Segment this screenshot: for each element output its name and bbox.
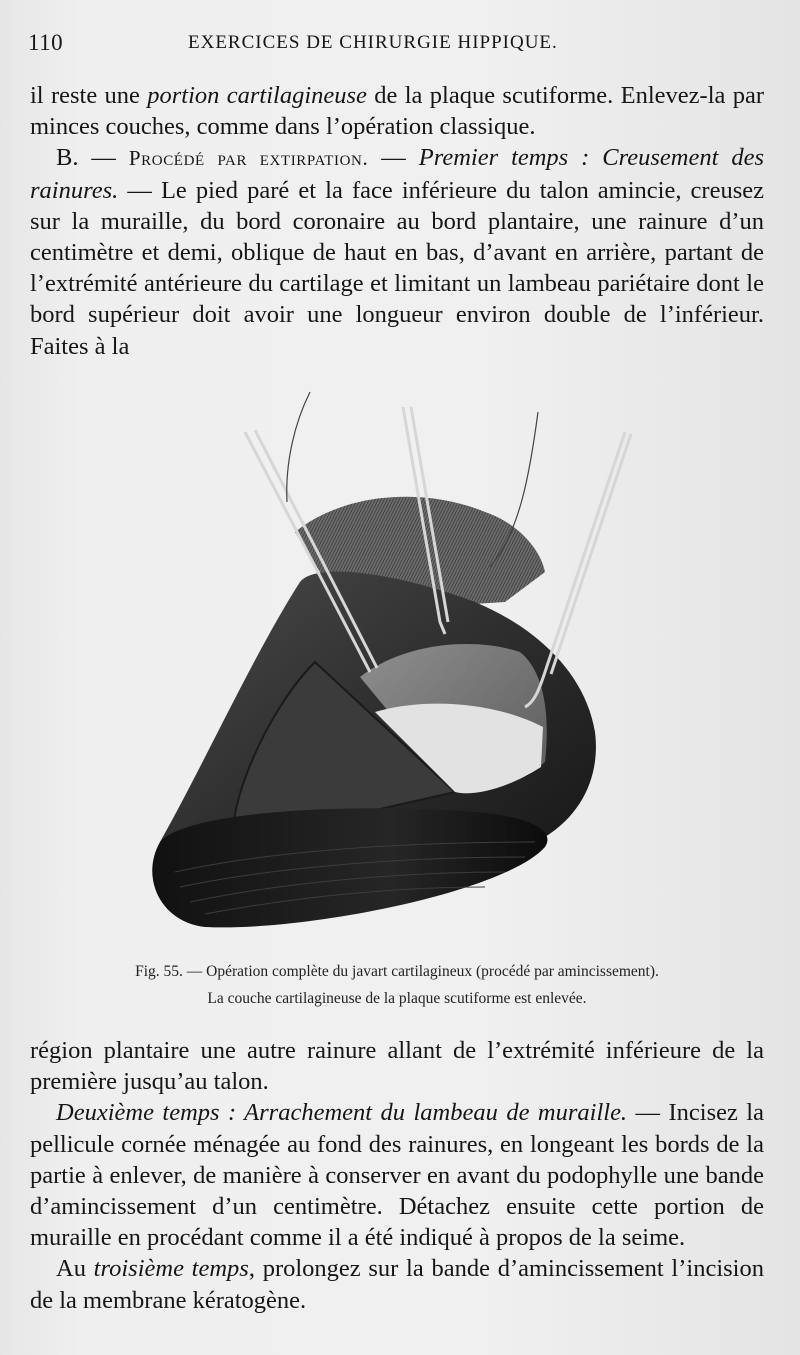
text-run: — Le pied paré et la face inférieure du talon amincie, creusez sur la muraille, du bord coronaire au bord plantaire, une rainure d’un centimètre et demi, oblique de haut en bas, d’avant en arrière, partant de l’extrémité antérieure du cartilage et limitant un lambeau pariétaire dont le bord supérieur doit avoir une longueur environ double de l’inférieur. Faites à la: [30, 176, 764, 360]
running-head: EXERCICES DE CHIRURGIE HIPPIQUE.: [188, 32, 558, 53]
page-number: 110: [28, 30, 64, 55]
caption-line-1: Fig. 55. — Opération complète du javart cartilagineux (procédé par amincissement).: [135, 963, 659, 980]
step-title: Deuxième temps : Arrachement du lambeau de muraille.: [56, 1099, 628, 1127]
step-title: Premier temps : Creusement des rainures.: [30, 144, 765, 204]
caption-line-2: La couche cartilagineuse de la plaque scutiforme est enlevée.: [207, 990, 587, 1007]
figure-caption: [30, 958, 764, 1012]
hoof-sole: [152, 808, 547, 927]
section-title: Procédé par extirpation.: [128, 146, 369, 171]
text-run: , prolongez sur la bande d’amincissement l’incision de la membrane kératogène.: [30, 1255, 764, 1314]
bottom-text: [30, 1035, 764, 1316]
paragraph-region-plantaire: région plantaire une autre rainure allant de l’extrémité inférieure de la première jusqu’au talon.: [30, 1037, 764, 1096]
paragraph-procede-extirpation: [30, 142, 764, 361]
hoof-illustration: [145, 372, 635, 952]
text-run: de la plaque scutiforme. Enlevez-la par minces couches, comme dans l’opération classique.: [30, 82, 764, 141]
hoof-engraving: [145, 372, 635, 952]
italic-run: portion cartilagineuse: [147, 82, 367, 109]
paragraph-troisieme-temps: [30, 1253, 764, 1315]
section-label: B. —: [56, 144, 129, 172]
text-run: —: [368, 144, 419, 172]
top-text: [30, 80, 764, 362]
paragraph-deuxieme-temps: [30, 1097, 764, 1253]
paragraph-continuation: [30, 80, 764, 142]
text-run: — Incisez la pellicule cornée ménagée au fond des rainures, en longeant les bords de la partie à enlever, de manière à conserver en avant du podophylle une bande d’amincissement d’un centimètre. Détachez ensuite cette portion de muraille en procédant comme il a été indiqué à propos de la seime.: [30, 1099, 764, 1252]
text-run: il reste une: [30, 82, 148, 109]
text-run: Au: [56, 1255, 94, 1283]
step-title: troisième temps: [93, 1255, 249, 1283]
page-header: [28, 30, 768, 64]
